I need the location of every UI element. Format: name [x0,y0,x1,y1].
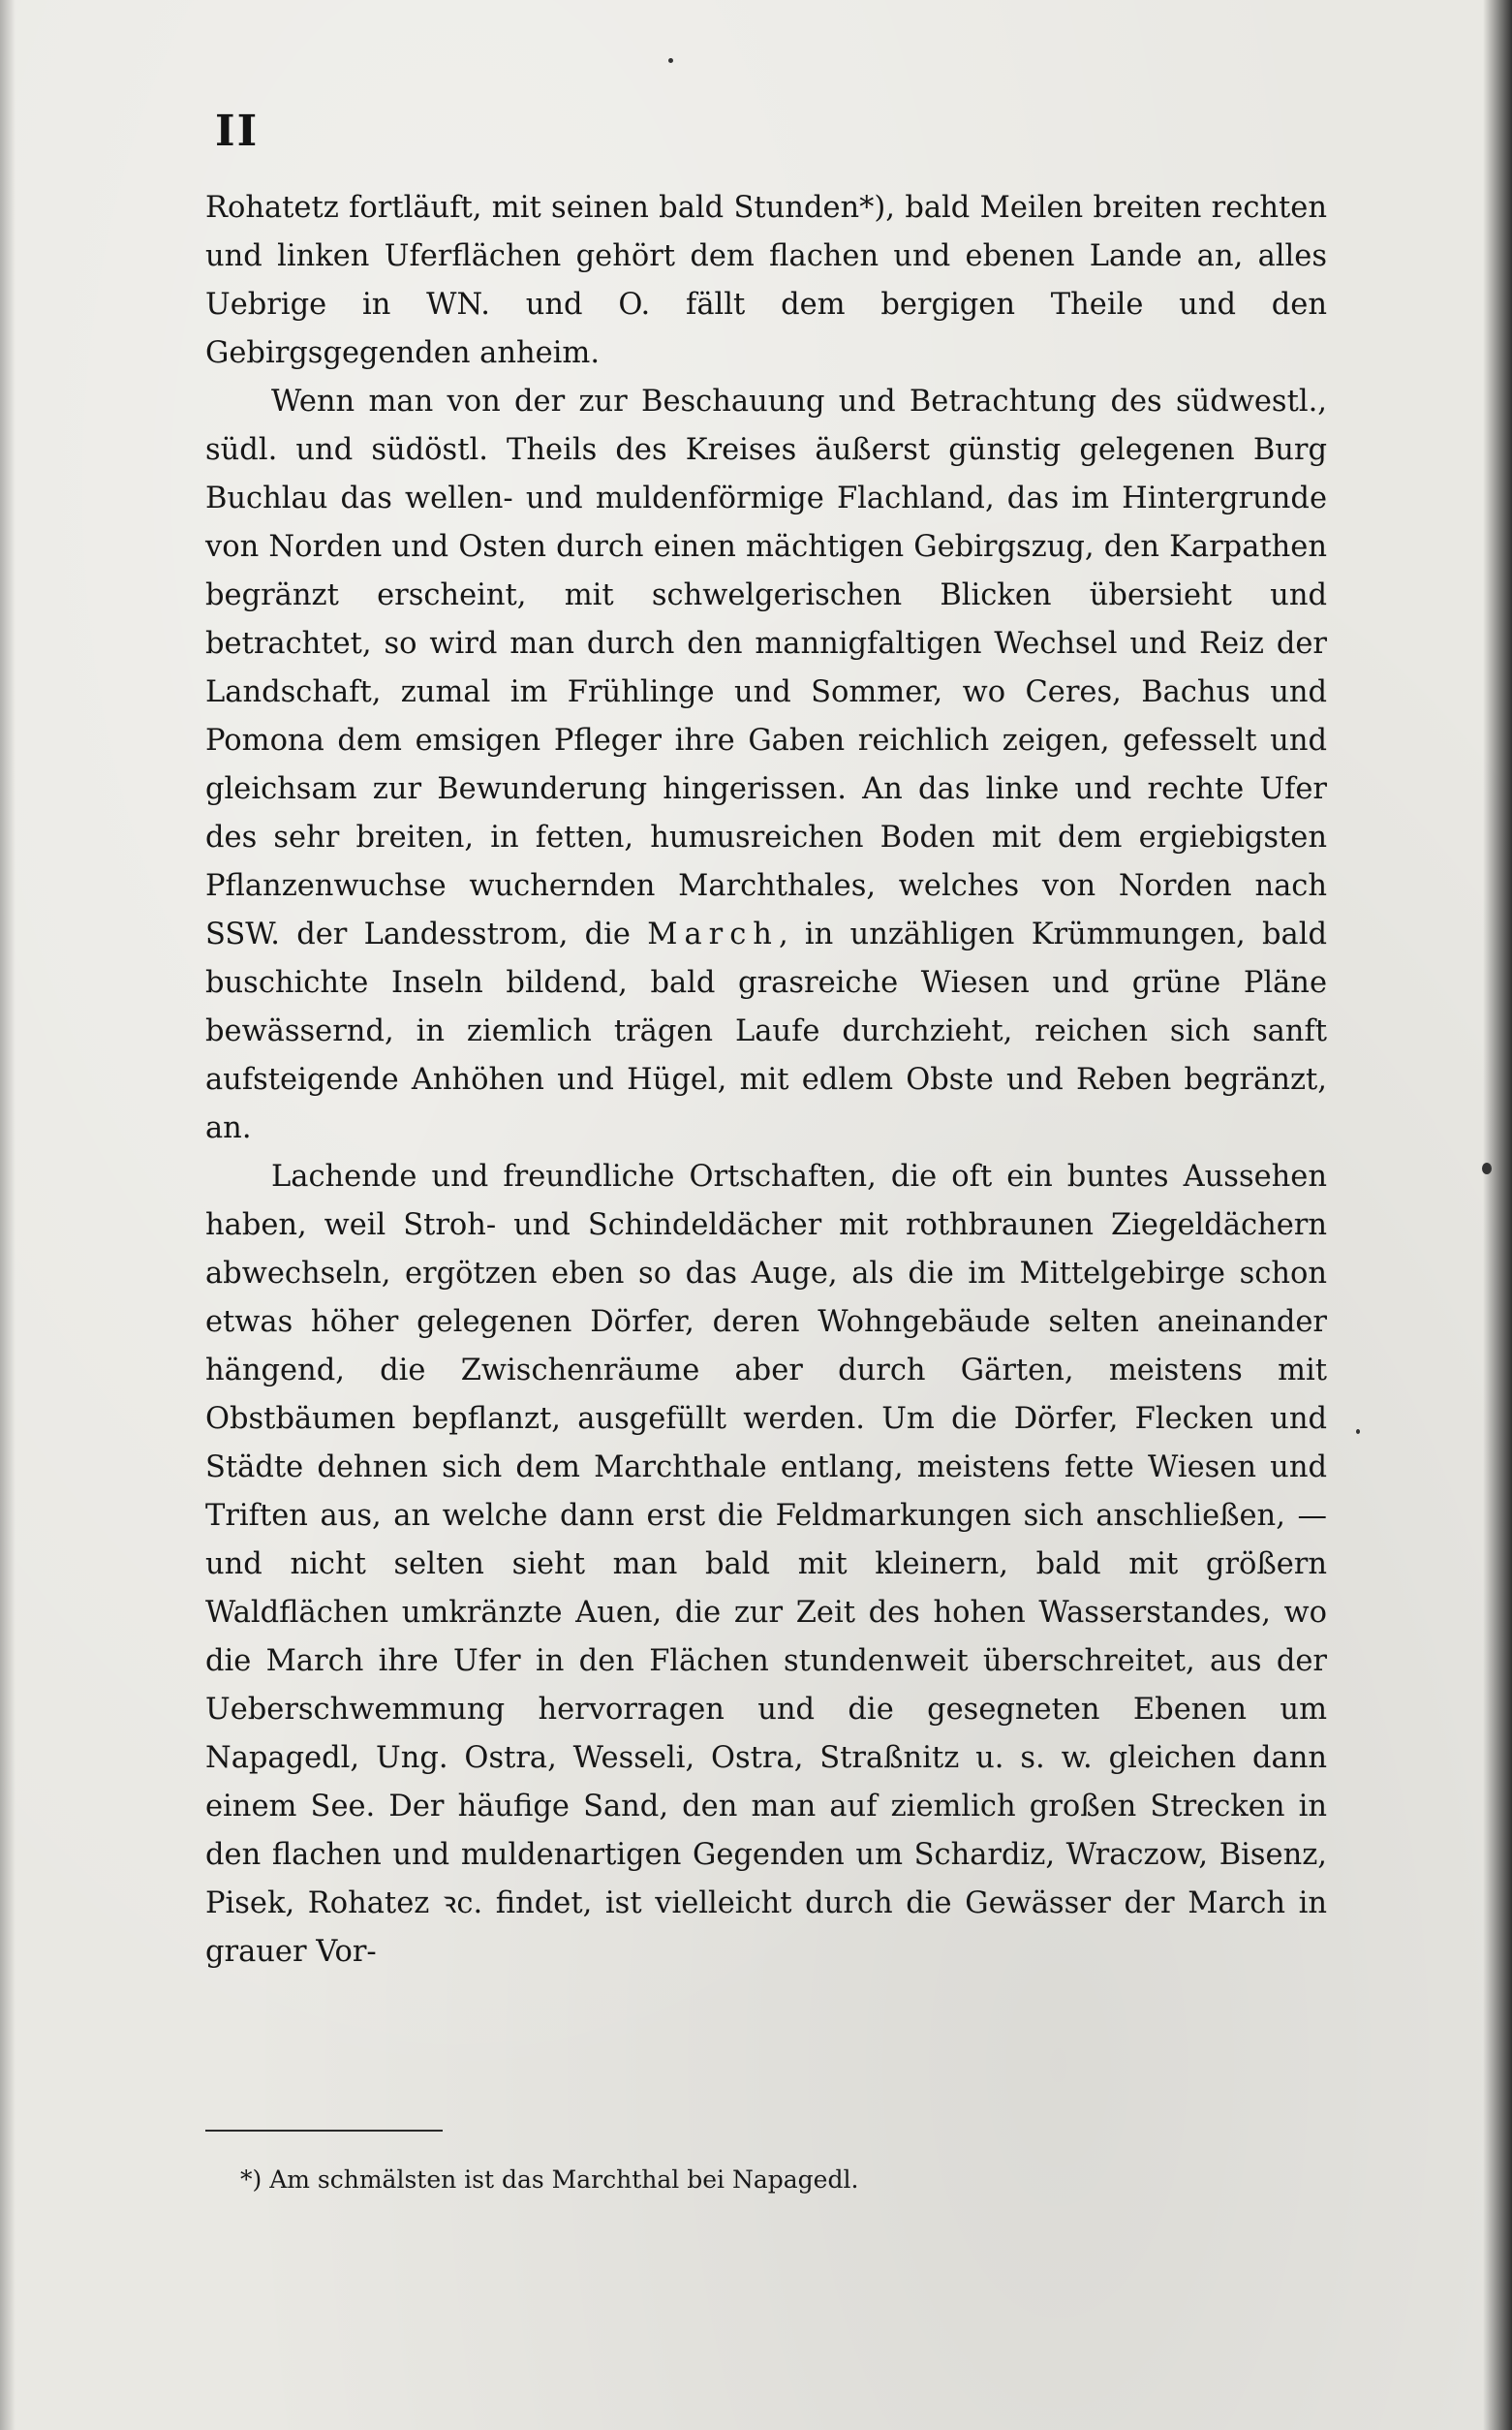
paragraph-2-part-1: Wenn man von der zur Beschauung und Betrachtung des südwestl., südl. und südöstl. Theils des Kreises äußerst günstig gelegenen Burg Buchlau das wellen- und muldenförmige Flachland, das im Hintergrunde von Norden und Osten durch einen mächtigen Gebirgszug, den Karpathen begränzt erscheint, mit schwelgerischen Blicken übersieht und betrachtet, so wird man durch den mannigfaltigen Wechsel und Reiz der Landschaft, zumal im Frühlinge und Sommer, wo Ceres, Bachus und Pomona dem emsigen Pfleger ihre Gaben reichlich zeigen, gefesselt und gleichsam zur Bewunderung hingerissen. An das linke und rechte Ufer des sehr breiten, in fetten, humusreichen Boden mit dem ergiebigsten Pflanzenwuchse wuchernden Marchthales, welches von Norden nach SSW. der Landesstrom, die [205,385,1327,951]
paragraph-2-part-2: , in unzähligen Krümmungen, bald buschichte Inseln bildend, bald grasreiche Wiesen und grüne Pläne bewässernd, in ziemlich trägen Laufe durchzieht, reichen sich sanft aufsteigende Anhöhen und Hügel, mit edlem Obste und Reben begränzt, an. [205,918,1327,1145]
river-name-spaced: March [647,918,779,951]
footnote-rule [205,2130,443,2132]
paragraph-1: Rohatetz fortläuft, mit seinen bald Stunden*), bald Meilen breiten rechten und linken Uferflächen gehört dem flachen und ebenen Lande an, alles Uebrige in WN. und O. fällt dem bergigen Theile und den Gebirgsgegenden anheim. [205,191,1327,370]
page-shadow-right [1483,0,1512,2430]
ink-speck [668,58,673,63]
page-shadow-left [0,0,15,2430]
footnote: *) Am schmälsten ist das Marchthal bei Napagedl. [240,2165,859,2194]
paragraph-2 [205,378,1327,1153]
body-text [205,184,1327,1977]
ink-speck [1482,1163,1492,1174]
paragraph-3: Lachende und freundliche Ortschaften, die oft ein buntes Aussehen haben, weil Stroh- und Schindeldächer mit rothbraunen Ziegeldächern abwechseln, ergötzen eben so das Auge, als die im Mittelgebirge schon etwas höher gelegenen Dörfer, deren Wohngebäude selten aneinander hängend, die Zwischenräume aber durch Gärten, meistens mit Obstbäumen bepflanzt, ausgefüllt werden. Um die Dörfer, Flecken und Städte dehnen sich dem Marchthale entlang, meistens fette Wiesen und Triften aus, an welche dann erst die Feldmarkungen sich anschließen, — und nicht selten sieht man bald mit kleinern, bald mit größern Waldflächen umkränzte Auen, die zur Zeit des hohen Wasserstandes, wo die March ihre Ufer in den Flächen stundenweit überschreitet, aus der Ueberschwemmung hervorragen und die gesegneten Ebenen um Napagedl, Ung. Ostra, Wesseli, Ostra, Straßnitz u. s. w. gleichen dann einem See. Der häufige Sand, den man auf ziemlich großen Strecken in den flachen und muldenartigen Gegenden um Schardiz, Wraczow, Bisenz, Pisek, Rohatez ꝛc. findet, ist vielleicht durch die Gewässer der March in grauer Vor- [205,1160,1327,1969]
ink-speck [1356,1429,1360,1434]
page-number: II [215,107,260,156]
